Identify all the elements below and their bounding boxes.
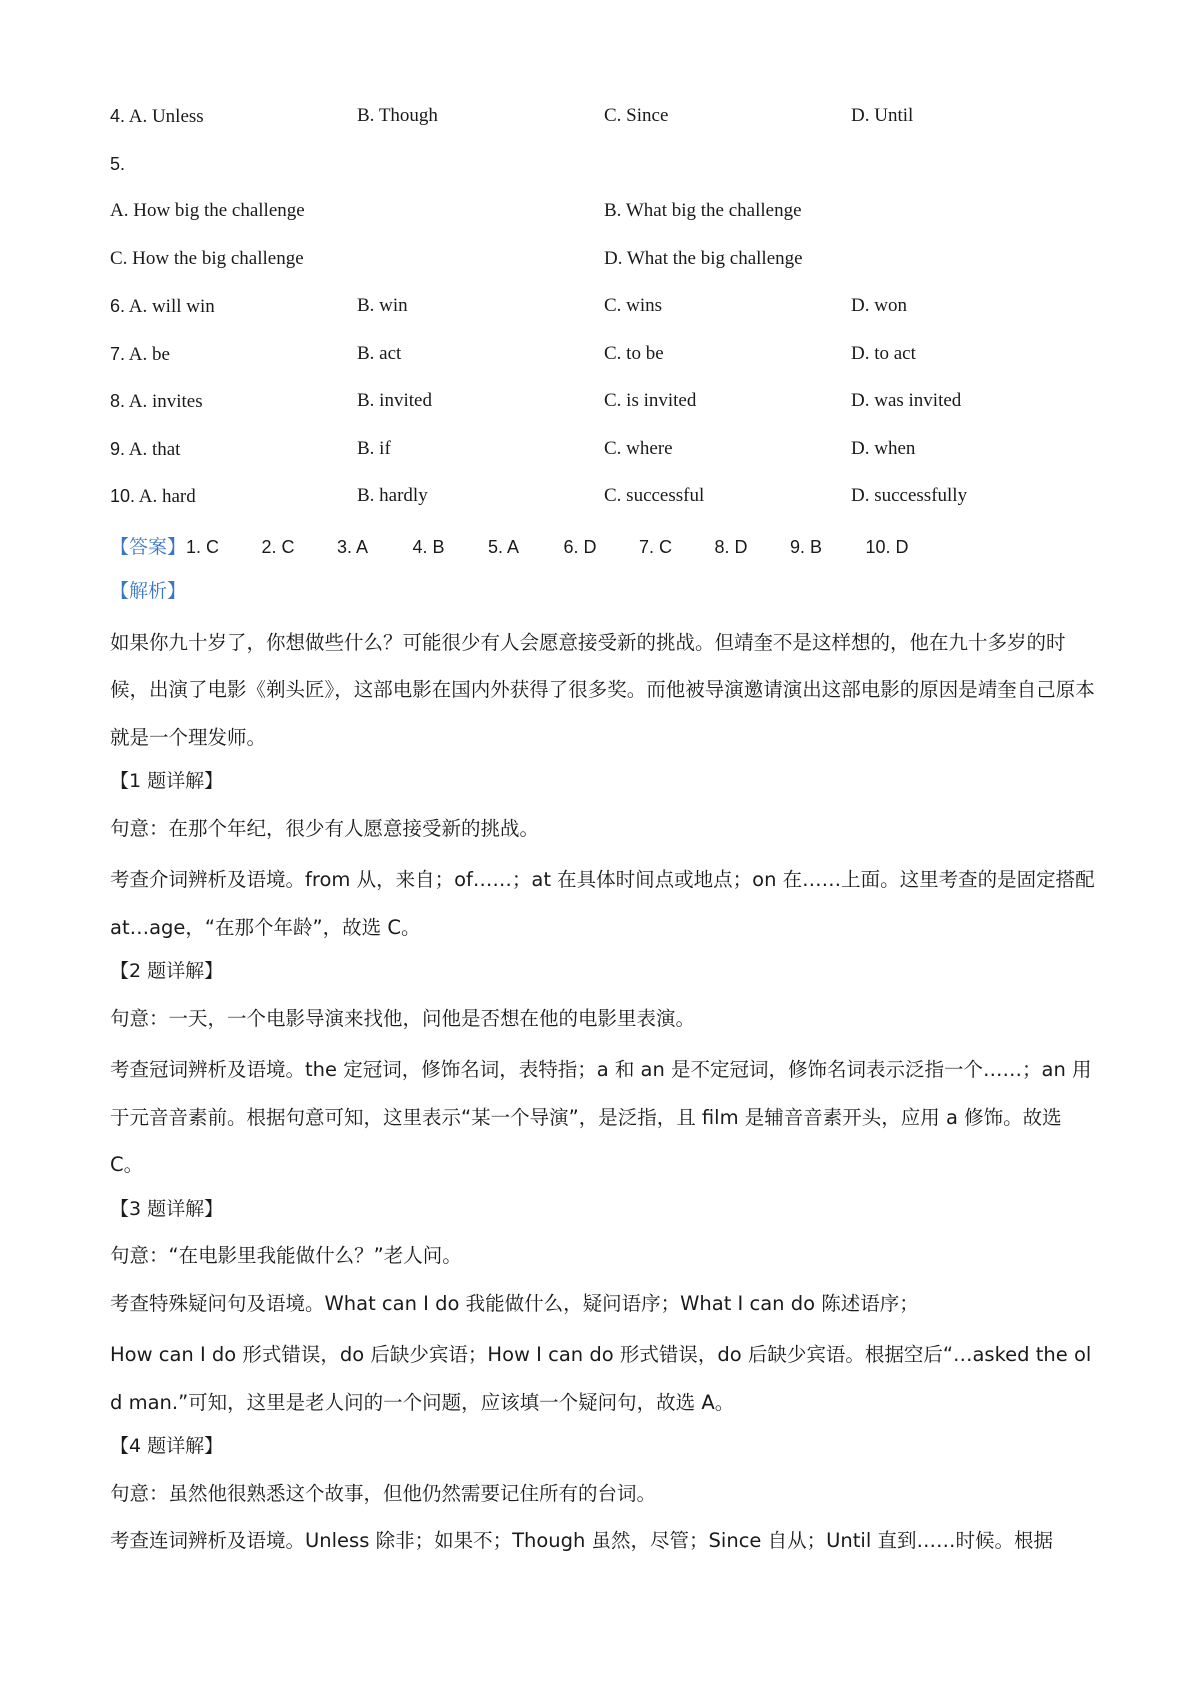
question-8-option-b: B. invited xyxy=(357,390,432,411)
answer-item: 10. D xyxy=(865,537,909,558)
question-9-option-b: B. if xyxy=(357,437,391,459)
question-8-options xyxy=(110,381,1100,429)
detail-1-explanation: 考查介词辨析及语境。from 从，来自；of……；at 在具体时间点或地点；on 在……上面。这里考查的是固定搭配 at…age，“在那个年龄”，故选 C。 xyxy=(110,868,1095,939)
question-5-options-row2 xyxy=(110,239,1100,287)
analysis-label: 【解析】 xyxy=(110,580,187,602)
question-6-option-a: 6. A. will win xyxy=(110,296,215,317)
question-4-option-c: C. Since xyxy=(604,105,669,126)
answer-item: 7. C xyxy=(639,537,673,558)
question-5-option-c: C. How the big challenge xyxy=(110,247,304,269)
question-4-option-b: B. Though xyxy=(357,105,438,126)
detail-3-meaning: 句意：“在电影里我能做什么？”老人问。 xyxy=(110,1244,462,1267)
answer-label: 【答案】 xyxy=(110,536,187,559)
detail-2-heading: 【2 题详解】 xyxy=(110,960,224,982)
question-10-option-b: B. hardly xyxy=(357,485,428,506)
answer-item: 8. D xyxy=(714,537,748,558)
detail-3-explanation-line1: 考查特殊疑问句及语境。What can I do 我能做什么，疑问语序；What I can do 陈述语序； xyxy=(110,1291,919,1315)
question-4-option-a: 4. A. Unless xyxy=(110,106,204,127)
answer-item: 3. A xyxy=(337,537,369,558)
question-5-option-d: D. What the big challenge xyxy=(604,247,803,269)
question-9-options xyxy=(110,429,1100,477)
answer-item: 9. B xyxy=(790,537,823,558)
question-8-option-d: D. was invited xyxy=(851,390,962,411)
question-7-options xyxy=(110,334,1100,382)
detail-1-meaning: 句意：在那个年纪，很少有人愿意接受新的挑战。 xyxy=(110,816,540,840)
detail-1-heading: 【1 题详解】 xyxy=(110,770,224,792)
question-4-options xyxy=(110,96,1100,144)
question-5-option-b: B. What big the challenge xyxy=(604,200,802,221)
question-10-option-c: C. successful xyxy=(604,485,705,506)
detail-2-explanation: 考查冠词辨析及语境。the 定冠词，修饰名词，表特指；a 和 an 是不定冠词，修饰名词表示泛指一个……；an 用于元音音素前。根据句意可知，这里表示“某一个导演”，是泛指，且 film 是辅音音素开头，应用 a 修饰。故选 C。 xyxy=(110,1058,1092,1176)
question-6-option-d: D. won xyxy=(851,295,907,316)
question-5-number: 5. xyxy=(110,153,126,174)
question-6-options xyxy=(110,286,1100,334)
question-7-option-d: D. to act xyxy=(851,342,916,364)
question-5-option-a: A. How big the challenge xyxy=(110,200,305,221)
question-7-option-c: C. to be xyxy=(604,342,664,364)
analysis-summary: 如果你九十岁了，你想做些什么？可能很少有人会愿意接受新的挑战。但靖奎不是这样想的，他在九十多岁的时候，出演了电影《剃头匠》，这部电影在国内外获得了很多奖。而他被导演邀请演出这部电影的原因是靖奎自己原本就是一个理发师。 xyxy=(110,630,1095,749)
answer-key xyxy=(110,524,1100,572)
question-8-option-c: C. is invited xyxy=(604,390,697,411)
question-4-option-d: D. Until xyxy=(851,105,914,126)
question-9-option-d: D. when xyxy=(851,437,916,459)
question-7-option-b: B. act xyxy=(357,342,402,364)
detail-4-heading: 【4 题详解】 xyxy=(110,1435,224,1457)
answer-item: 6. D xyxy=(563,537,597,558)
answer-item: 5. A xyxy=(488,537,520,558)
question-10-option-d: D. successfully xyxy=(851,485,968,506)
detail-3-heading: 【3 题详解】 xyxy=(110,1197,224,1220)
detail-2-meaning: 句意：一天，一个电影导演来找他，问他是否想在他的电影里表演。 xyxy=(110,1006,696,1030)
question-6-option-b: B. win xyxy=(357,295,408,316)
answer-item: 1. C xyxy=(186,537,220,558)
detail-3-explanation-line2: How can I do 形式错误，do 后缺少宾语；How I can do 形式错误，do 后缺少宾语。根据空后“…asked the old man.”可知，这里是老人问的一个问题，应该填一个疑问句，故选 A。 xyxy=(110,1343,1092,1414)
question-6-option-c: C. wins xyxy=(604,295,663,316)
question-10-options xyxy=(110,476,1100,524)
detail-4-explanation: 考查连词辨析及语境。Unless 除非；如果不；Though 虽然，尽管；Since 自从；Until 直到……时候。根据 xyxy=(110,1529,1053,1552)
question-5-options-row1 xyxy=(110,191,1100,239)
question-7-option-a: 7. A. be xyxy=(110,343,170,365)
answer-list xyxy=(186,527,941,567)
answer-item: 4. B xyxy=(412,537,445,558)
question-10-option-a: 10. A. hard xyxy=(110,486,196,507)
document-page xyxy=(110,96,1100,1569)
question-9-option-c: C. where xyxy=(604,437,673,459)
answer-item: 2. C xyxy=(261,537,295,558)
question-8-option-a: 8. A. invites xyxy=(110,391,203,412)
question-9-option-a: 9. A. that xyxy=(110,438,181,460)
detail-4-meaning: 句意：虽然他很熟悉这个故事，但他仍然需要记住所有的台词。 xyxy=(110,1481,657,1505)
